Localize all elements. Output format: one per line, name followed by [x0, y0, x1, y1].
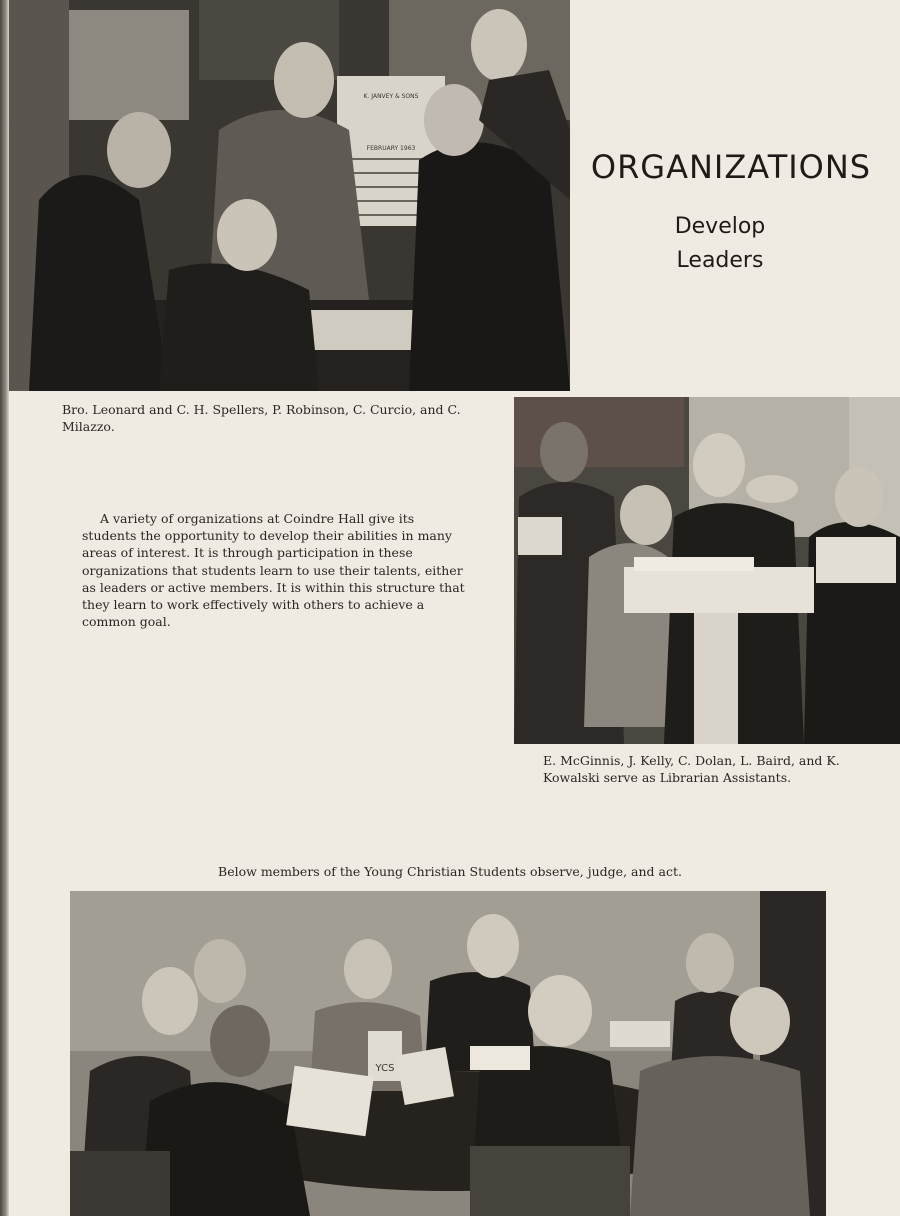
caption-top-photo: Bro. Leonard and C. H. Spellers, P. Robinson, C. Curcio, and C. Milazzo. — [62, 402, 461, 434]
page-subtitle — [620, 210, 820, 278]
intro-paragraph: A variety of organizations at Coindre Hall give its students the opportunity to develop their abilities in many areas of interest. It is through participation in these organizations that students learn to use their talents, either as leaders or active members. It is within this structure that they learn to work effectively with others to achieve a common goal. — [82, 511, 465, 630]
calendar-month-text: FEBRUARY 1963 — [366, 145, 416, 152]
photo-young-christian-students — [70, 891, 826, 1216]
subtitle-line-2: Leaders — [676, 248, 764, 273]
photo-students-at-table — [9, 0, 570, 391]
page-title: ORGANIZATIONS — [590, 148, 872, 186]
calendar-company-text: K. JANVEY & SONS — [363, 93, 419, 100]
caption-library-photo: E. McGinnis, J. Kelly, C. Dolan, L. Baird, and K. Kowalski serve as Librarian Assistants. — [543, 753, 840, 785]
booklet-label-text: YCS — [375, 1063, 395, 1074]
photo-librarian-assistants — [514, 397, 900, 744]
subtitle-line-1: Develop — [674, 214, 766, 239]
caption-ycs-photo: Below members of the Young Christian Students observe, judge, and act. — [218, 864, 682, 879]
page-binding-edge — [0, 0, 9, 1216]
